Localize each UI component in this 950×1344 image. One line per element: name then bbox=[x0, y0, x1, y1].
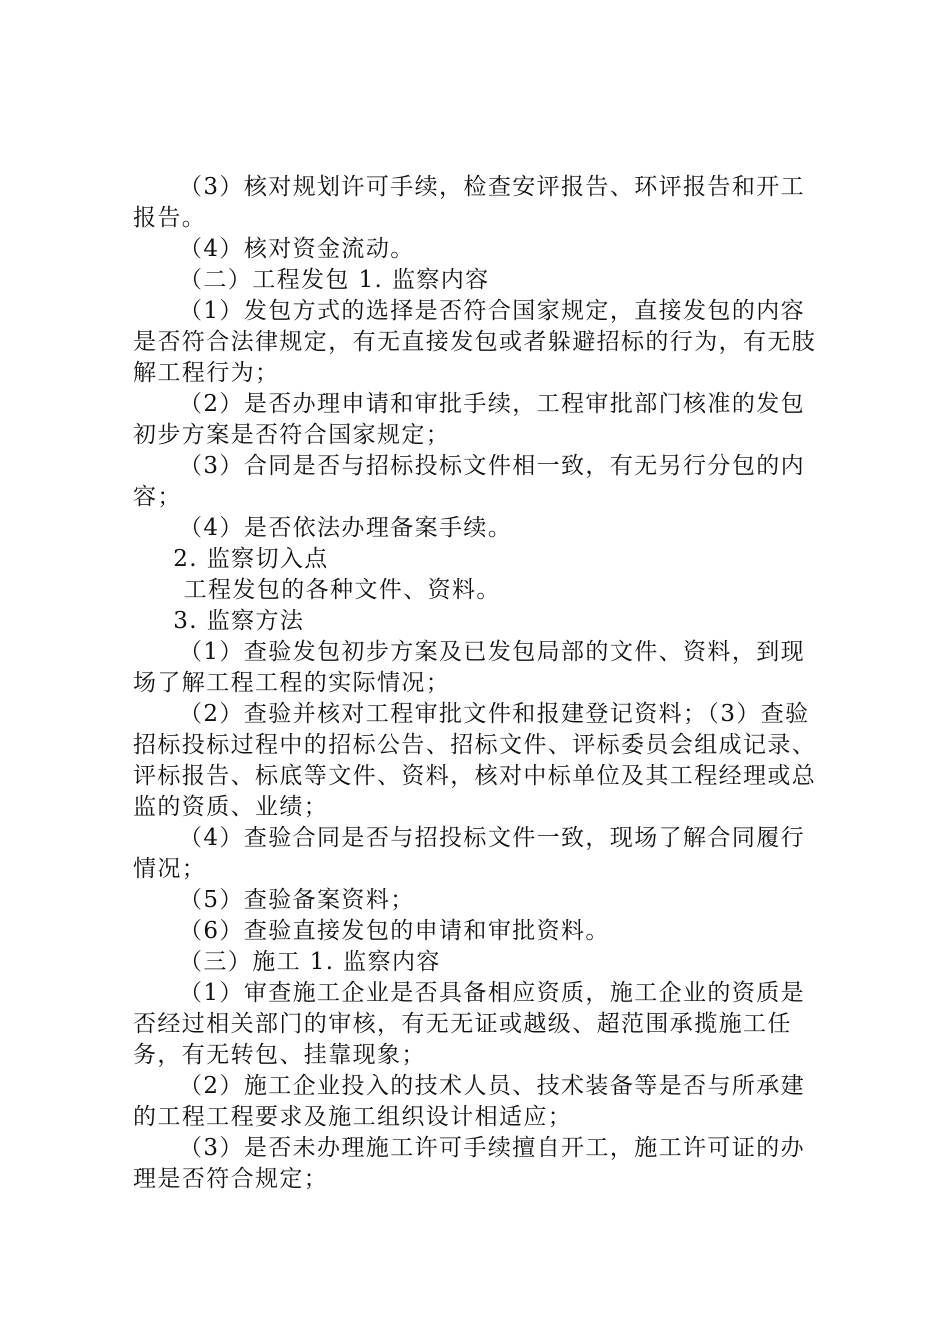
subheading-methods: 3. 监察方法 bbox=[173, 608, 305, 634]
paragraph-fund-flow-check: （4）核对资金流动。 bbox=[179, 236, 415, 262]
paragraph-construction-resources: （2）施工企业投入的技术人员、技术装备等是否与所承建的工程工程要求及施工组织设计相适应； bbox=[133, 1073, 806, 1130]
paragraph-method-inspect-plan: （1）查验发包初步方案及已发包局部的文件、资料，到现场了解工程工程的实际情况； bbox=[133, 639, 806, 696]
paragraph-method-filing-check: （5）查验备案资料； bbox=[179, 887, 415, 913]
paragraph-method-contract-check: （4）查验合同是否与招投标文件一致，现场了解合同履行情况； bbox=[133, 825, 806, 882]
paragraph-planning-permit-check: （3）核对规划许可手续，检查安评报告、环评报告和开工报告。 bbox=[133, 174, 806, 231]
document-body bbox=[133, 172, 823, 1195]
paragraph-contract-consistency: （3）合同是否与招标投标文件相一致，有无另行分包的内容； bbox=[133, 453, 806, 510]
paragraph-contracting-method: （1）发包方式的选择是否符合国家规定，直接发包的内容是否符合法律规定，有无直接发包或者躲避招标的行为，有无肢解工程行为； bbox=[133, 298, 817, 386]
section-heading-construction: （三）施工 1. 监察内容 bbox=[179, 949, 441, 975]
paragraph-approval-procedures: （2）是否办理申请和审批手续，工程审批部门核准的发包初步方案是否符合国家规定； bbox=[133, 391, 806, 448]
paragraph-construction-permit: （3）是否未办理施工许可手续擅自开工，施工许可证的办理是否符合规定； bbox=[133, 1135, 806, 1192]
paragraph-method-verify-approvals: （2）查验并核对工程审批文件和报建登记资料；（3）查验招标投标过程中的招标公告、招标文件、评标委员会组成记录、评标报告、标底等文件、资料，核对中标单位及其工程经理或总监的资质、业绩； bbox=[133, 701, 817, 820]
section-heading-contracting: （二）工程发包 1. 监察内容 bbox=[179, 267, 490, 293]
paragraph-method-direct-contracting: （6）查验直接发包的申请和审批资料。 bbox=[179, 918, 610, 944]
paragraph-construction-qualification: （1）审查施工企业是否具备相应资质，施工企业的资质是否经过相关部门的审核，有无无证或越级、超范围承揽施工任务，有无转包、挂靠现象； bbox=[133, 980, 806, 1068]
paragraph-filing-procedures: （4）是否依法办理备案手续。 bbox=[179, 515, 513, 541]
subheading-entry-point: 2. 监察切入点 bbox=[173, 546, 329, 572]
paragraph-entry-point-docs: 工程发包的各种文件、资料。 bbox=[183, 577, 501, 603]
